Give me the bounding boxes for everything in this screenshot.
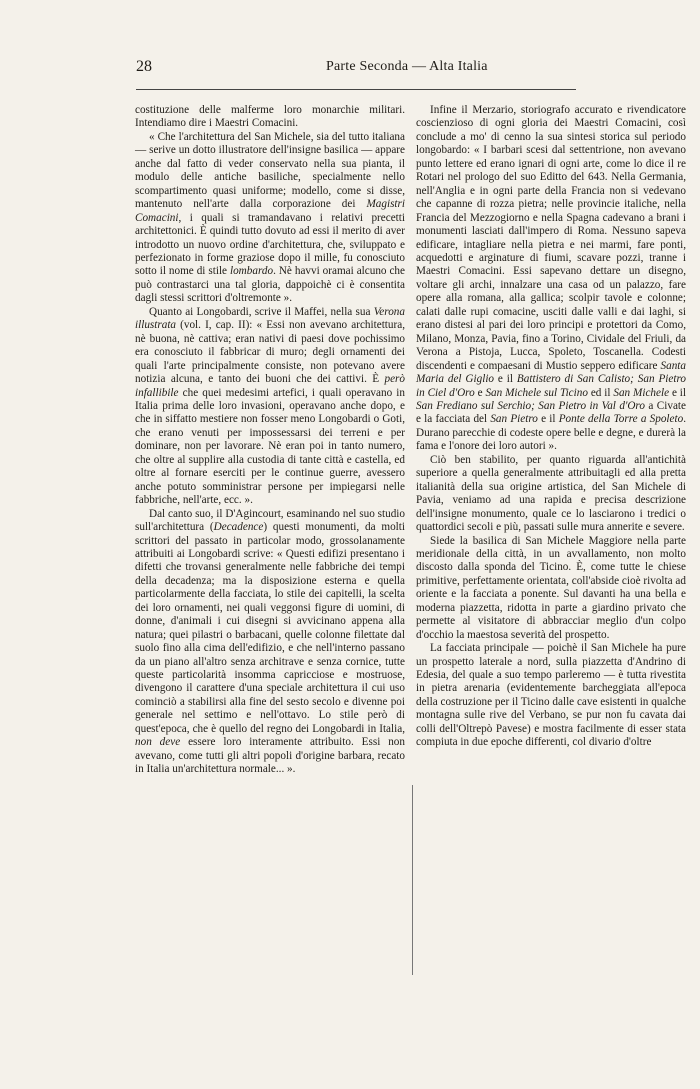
text-run: ) questi monumenti, da molti scrittori del passato in particolar modo, grossolanamente attribuiti ai Longobardi scrive: « Questi edifizi presentano i difetti che trovansi generalmente nelle fabbriche dei tempi della decadenza; ma la disposizione esterna e quella particolarmente della facciata, lo stile dei capitelli, la scelta dei loro ornamenti, nei quali veggonsi figure di uomini, di donne, d'animali i cui disegni si avvicinano appena alla natura; quei pilastri o barbacani, quelle colonne filettate dal suolo fino alla cima dell'edifizio, e che nell'interno passano da un piano all'altro senza architrave e senza cornice, tutte queste particolarità insomma capricciose e mostruose, divengono il carattere d'una speciale architettura il cui uso cominciò a stabilirsi alla fine del sesto secolo e divenne poi generale nel settimo e nell'ottavo. Lo stile però di quest'epoca, che è quello del regno dei Longobardi in Italia, (135, 521, 405, 735)
text-run: Ciò ben stabilito, per quanto riguarda all'antichità superiore a quella generalmente attribuitagli ed alla pretta italianità della sua origine artistica, del San Michele di Pavia, veniamo ad una rapida e precisa descrizione dell'insigne monumento, quale ce lo lasciarono i tredici o quattordici secoli e più, passati sulle mura annerite e severe. (416, 453, 686, 534)
italic-run: San Pietro (490, 413, 538, 426)
text-run: . Durano parecchie di codeste opere belle e degne, e durerà la fama e l'onore dei loro autori ». (416, 413, 686, 453)
page-number: 28 (136, 58, 152, 75)
paragraph (416, 535, 686, 643)
text-run: e il (494, 373, 517, 386)
text-run: e il (669, 386, 687, 399)
italic-run: Santa Maria del Giglio (416, 359, 686, 386)
italic-run: San Frediano sul Serchio; San Pietro in Val d'Oro (416, 399, 645, 412)
paragraph (135, 508, 405, 777)
text-run: essere loro interamente attribuito. Essi non avevano, come tutti gli altri popoli d'origine barbara, recato in Italia un'architettura normale... ». (135, 736, 405, 776)
running-head (136, 58, 576, 80)
text-run: ed il (587, 386, 614, 399)
italic-run: lombardo (229, 265, 274, 278)
right-column (416, 104, 686, 750)
text-run: e (474, 386, 486, 399)
paragraph (135, 131, 405, 306)
text-run: Infine il Merzario, storiografo accurato e rivendicatore coscienzioso di ogni gloria dei Maestri Comacini, così conclude a mo' di cenno la sua sintesi storica sul periodo longobardo: « I barbari scesi dal settentrione, non avevano punto lettere ed erano ignari di ogni arte, come lo dice il re Rotari nel prologo del suo Editto del 643. Nella Germania, nell'Anglia e in ogni parte della Francia non si vedevano che capanne di rozza pietra; nelle provincie italiche, nella Francia del Mezzogiorno e nella Spagna cadevano a brani i monumenti lasciati dall'impero di Roma. Nessuno sapeva edificare, intagliare nella pietra e nei marmi, fare ponti, acquedotti e arginature di fiumi, scavare pozzi, tranne i Maestri Comacini. Essi sapevano dettare un disegno, voltare gli archi, innalzare una casa od un palazzo, fare opere alla romana, alla gallica; scolpir tavole e colonne; calati dalle rupi comacine, usciti dalle valli e dai laghi, si erano distesi al pari dei loro principi e protettori da Como, Milano, Monza, Pavia, fino a Torino, Cividale del Friuli, da Verona a Pistoja, Lucca, Spoleto, Toscanella. Codesti discendenti e compaesani di Mustio seppero edificare (416, 104, 686, 372)
text-run: Dal canto suo, il D'Agincourt, esaminando nel suo studio sull'architettura ( (135, 507, 405, 534)
text-run: a Civate e la facciata del (416, 399, 686, 426)
paragraph (135, 306, 405, 508)
text-run: costituzione delle malferme loro monarchie militari. Intendiamo dire i Maestri Comacini. (135, 104, 405, 130)
paragraph (416, 642, 686, 750)
paragraph (416, 104, 686, 454)
italic-run: San Michele (613, 386, 670, 399)
header-rule (136, 89, 576, 90)
italic-run: Ponte della Torre a Spoleto (558, 413, 684, 426)
paragraph (416, 454, 686, 535)
running-title: Parte Seconda — Alta Italia (326, 59, 488, 74)
text-run: Quanto ai Longobardi, scrive il Maffei, nella sua (149, 305, 374, 318)
text-run: . Nè havvi oramai alcuno che può contrastarci una tal gloria, dappoichè ci è consentita dagli stessi scrittori d'oltremonte ». (135, 265, 405, 305)
italic-run: non deve (135, 736, 181, 749)
italic-run: però infallibile (135, 373, 405, 399)
text-run: La facciata principale — poichè il San Michele ha pure un prospetto laterale a nord, sulla piazzetta d'Andrino di Edesia, del quale a suo tempo parleremo — è tutta rivestita in pietra arenaria (evidentemente barcheggiata all'epoca della costruzione per il Ticino dalle cave esistenti in qualche montagna sulle rive del Verbano, se pur non fu cavata dai colli dell'Oltrepò Pavese) e mostra facilmente di esser stata compiuta in due epoche differenti, col divario d'oltre (416, 642, 686, 749)
text-run: « Che l'architettura del San Michele, sia del tutto italiana — serive un dotto illustratore dell'insigne basilica — appare anche dal fatto di veder conservato nella sua pianta, il modulo delle antiche basiliche, specialmente nello scompartimento quasi uniforme; modello, come si disse, mantenuto nell'arte dalla corporazione dei (135, 130, 405, 211)
text-run: che quei medesimi artefici, i quali operavano in Italia prima delle loro invasioni, operavano anche dopo, e che in siffatto mestiere non fosser meno Longobardi o Goti, che erano venuti per impossessarsi dei terreni e per dominare, non per lavorare. Nè eran poi in tanto numero, che oltre al supplire alla custodia di tante città e castella, ed oltre al fornare eserciti per le continue guerre, avessero anche potuto somministrar persone per impiegarsi nelle fabbriche, nell'arte, ecc. ». (135, 386, 405, 507)
text-run: Siede la basilica di San Michele Maggiore nella parte meridionale della città, in un avvallamento, non molto discosto dalla sponda del Ticino. È, come tutte le chiese primitive, perfettamente orientata, coll'abside cioè rivolta ad oriente e la facciata a ponente. Sul davanti ha una bella e moderna piazzetta, ridotta in parte a giardino privato che permette al visitatore di abbracciar meglio d'un colpo d'occhio la maestosa severità del prospetto. (416, 534, 686, 641)
paragraph (135, 104, 405, 131)
left-column (135, 104, 405, 777)
italic-run: Verona illustrata (135, 305, 405, 332)
italic-run: Decadence (213, 521, 264, 534)
text-run: , i quali si tramandavano i relativi precetti architettonici. È quindi tutto dovuto ad essi il merito di aver introdotto un nuovo ordine d'architettura, che, sviluppato e perfezionato in forme graziose dopo il mille, fu conosciuto sotto il nome di stile (135, 211, 405, 278)
text-run: (vol. I, cap. II): « Essi non avevano architettura, nè buona, nè cattiva; eran nativi di paesi dove pochissimo era conosciuto il fabbricar di muro; degli ornamenti dei quali l'arte principalmente consiste, non potevano avere notizia alcuna, e tanto dei buoni che dei cattivi. È (135, 319, 405, 386)
italic-run: Magistri Comacini (135, 198, 405, 224)
column-margin-rule (412, 785, 413, 975)
text-run: e il (537, 413, 559, 426)
italic-run: San Michele sul Ticino (485, 386, 588, 399)
italic-run: Battistero di San Calisto; San Pietro in Ciel d'Oro (416, 373, 686, 399)
